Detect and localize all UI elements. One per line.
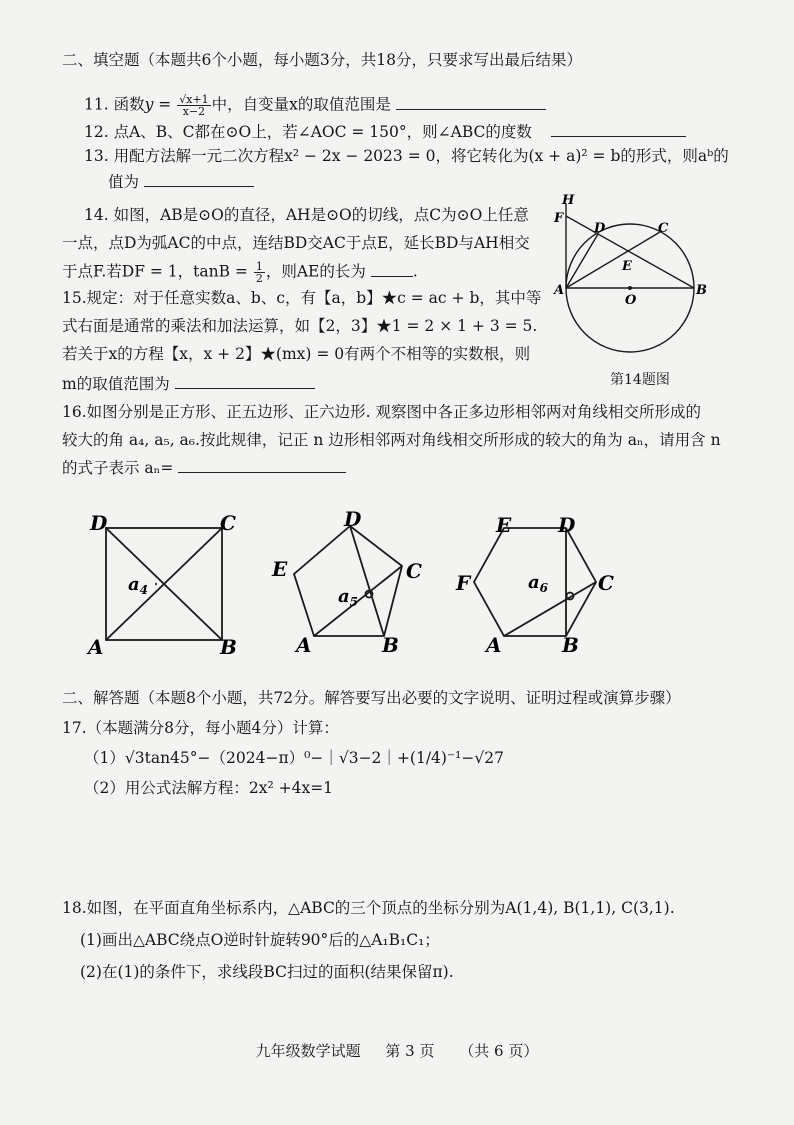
label-F: F	[554, 211, 564, 226]
section-heading-fill-blank: 二、填空题（本题共6个小题，每小题3分，共18分，只要求写出最后结果）	[62, 51, 582, 69]
hexagon-label-F: F	[456, 571, 471, 595]
square-label-B: B	[220, 635, 237, 658]
footer-total-pages: （共 6 页）	[459, 1042, 539, 1060]
pentagon-diagonal-bd	[350, 526, 384, 636]
square-label-A: A	[88, 635, 104, 658]
pentagon-label-E: E	[272, 557, 288, 581]
section-heading-solutions: 二、解答题（本题8个小题，共72分。解答要写出必要的文字说明、证明过程或演算步骤）	[62, 689, 681, 707]
label-A: A	[554, 283, 565, 298]
pentagon-angle-label: $a_5$	[338, 586, 359, 609]
hexagon-label-A: A	[486, 633, 502, 657]
answer-blank-13[interactable]	[144, 172, 254, 187]
page-footer	[0, 1040, 794, 1061]
question-18-line3: (2)在(1)的条件下，求线段BC扫过的面积(结果保留π).	[80, 963, 454, 981]
question-14-line1: 14. 如图，AB是⊙O的直径，AH是⊙O的切线，点C为⊙O上任意	[84, 206, 529, 224]
line-ad	[566, 234, 598, 288]
question-12: 12. 点A、B、C都在⊙O上，若∠AOC = 150°，则∠ABC的度数	[84, 122, 686, 142]
question-16-line2: 较大的角 a₄, a₅, a₆.按此规律，记正 n 边形相邻两对角线相交所形成的较大的角为 aₙ，请用含 n	[62, 431, 721, 449]
figure-14-caption: 第14题图	[610, 372, 670, 388]
question-18-line1: 18.如图，在平面直角坐标系内，△ABC的三个顶点的坐标分别为A(1,4), B(1,1), C(3,1).	[62, 899, 675, 917]
pentagon-label-C: C	[406, 559, 422, 583]
hexagon-diagonal-ac	[504, 582, 596, 636]
center-point	[628, 286, 632, 290]
hexagon-label-D: D	[558, 513, 576, 537]
answer-blank-16[interactable]	[178, 458, 346, 473]
question-13-line1: 13. 用配方法解一元二次方程x² − 2x − 2023 = 0，将它转化为(x + a)² = b的形式，则aᵇ的	[84, 147, 729, 165]
square-label-C: C	[220, 511, 236, 535]
label-H: H	[562, 193, 575, 208]
pentagon-shape	[294, 526, 402, 636]
square-angle-label: $a_4$	[128, 574, 149, 597]
q11-fraction: $\frac{√x+1}{x-2}$	[179, 93, 209, 118]
question-16-line1: 16.如图分别是正方形、正五边形、正六边形. 观察图中各正多边形相邻两对角线相交所形成的	[62, 403, 702, 421]
question-14-line2: 一点，点D为弧AC的中点，连结BD交AC于点E，延长BD与AH相交	[62, 234, 530, 252]
hexagon-angle-label: $a_6$	[528, 572, 549, 595]
question-17-part1: （1）√3tan45°−（2024−π）⁰−｜√3−2｜+(1/4)⁻¹−√27	[84, 749, 504, 767]
question-15-line3: 若关于x的方程【x，x + 2】★(mx) = 0有两个不相等的实数根，则	[62, 345, 531, 363]
answer-blank-14[interactable]	[371, 262, 413, 277]
pentagon-label-A: A	[296, 633, 312, 657]
question-17-part2: （2）用公式法解方程：2x² +4x=1	[84, 779, 334, 797]
hexagon-label-B: B	[562, 633, 579, 657]
line-ac	[566, 232, 660, 288]
figure-square	[82, 508, 242, 658]
footer-page-number: 第 3 页	[385, 1042, 435, 1060]
question-15-line2: 式右面是通常的乘法和加法运算，如【2，3】★1 = 2 × 1 + 3 = 5.	[62, 317, 538, 335]
footer-subject: 九年级数学试题	[255, 1042, 361, 1060]
pentagon-label-D: D	[344, 508, 362, 531]
question-11: 11. 函数y = $\frac{√x+1}{x-2}$ 中，自变量x的取值范围是	[84, 94, 546, 117]
label-E: E	[622, 259, 632, 274]
question-13-line2: 值为	[108, 172, 254, 192]
answer-blank-12[interactable]	[551, 122, 686, 137]
pentagon-label-B: B	[382, 633, 399, 657]
answer-blank-15[interactable]	[175, 374, 315, 389]
question-14-line3: 于点F.若DF = 1，tanB = $\frac{1}{2}$ ，则AE的长为 .	[62, 260, 418, 285]
figure-14	[548, 192, 718, 372]
question-15-line1: 15.规定：对于任意实数a、b、c，有【a，b】★c = ac + b，其中等	[62, 289, 542, 307]
label-B: B	[696, 283, 707, 298]
answer-blank-11[interactable]	[396, 95, 546, 110]
question-17-title: 17.（本题满分8分，每小题4分）计算：	[62, 719, 339, 737]
question-16-line3: 的式子表示 aₙ=	[62, 458, 346, 478]
question-15-line4: m的取值范围为	[62, 374, 315, 394]
hexagon-label-C: C	[598, 571, 614, 595]
hexagon-label-E: E	[496, 513, 512, 537]
figure-hexagon	[452, 508, 622, 658]
question-18-line2: (1)画出△ABC绕点O逆时针旋转90°后的△A₁B₁C₁；	[80, 931, 440, 949]
label-O: O	[625, 293, 637, 308]
label-D: D	[594, 221, 606, 236]
square-label-D: D	[90, 511, 108, 535]
tan-fraction: $\frac{1}{2}$	[255, 260, 263, 285]
label-C: C	[658, 221, 669, 236]
figure-pentagon	[268, 508, 438, 658]
